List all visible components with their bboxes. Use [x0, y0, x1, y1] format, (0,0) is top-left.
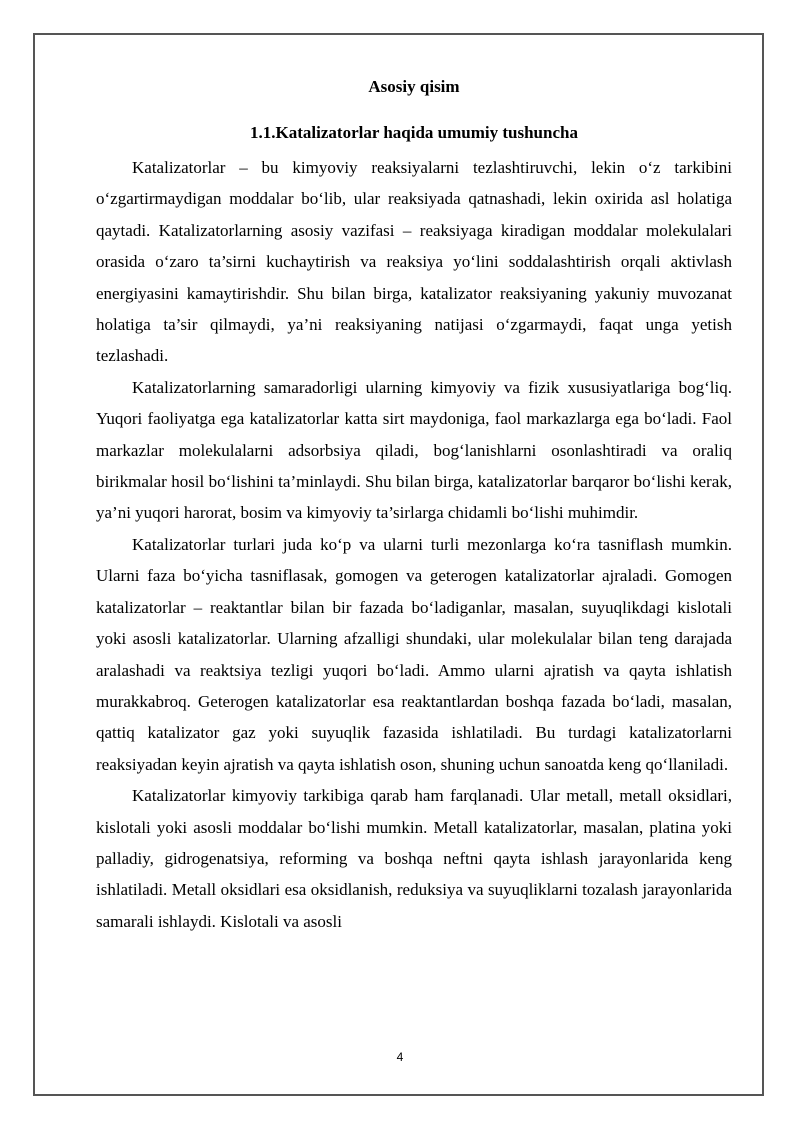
paragraph-4: Katalizatorlar kimyoviy tarkibiga qarab ham farqlanadi. Ular metall, metall oksidlari, kislotali yoki asosli moddalar bo‘lishi mumkin. Metall katalizatorlar, masalan, platina yoki palladiy, gidrogenatsiya, reforming va boshqa neftni qayta ishlash jarayonlarida keng ishlatiladi. Metall oksidlari esa oksidlanish, reduksiya va suyuqliklarni tozalash jarayonlarida samarali ishlaydi. Kislotali va asosli	[96, 786, 732, 931]
page-number: 4	[396, 1050, 404, 1064]
paragraph-2: Katalizatorlarning samaradorligi ularning kimyoviy va fizik xususiyatlariga bog‘liq. Yuqori faoliyatga ega katalizatorlar katta sirt maydoniga, faol markazlarga ega bo‘ladi. Faol markazlar molekulalarni adsorbsiya qiladi, bog‘lanishlarni osonlashtiradi va oraliq birikmalar hosil bo‘lishini ta’minlaydi. Shu bilan birga, katalizatorlar barqaror bo‘lishi kerak, ya’ni yuqori harorat, bosim va kimyoviy ta’sirlarga chidamli bo‘lishi muhimdir.	[96, 377, 732, 523]
section-title: Asosiy qisim	[368, 77, 460, 96]
page-content	[96, 72, 732, 937]
paragraph-1: Katalizatorlar – bu kimyoviy reaksiyalarni tezlashtiruvchi, lekin o‘z tarkibini o‘zgartirmaydigan moddalar bo‘lib, ular reaksiyada qatnashadi, lekin oxirida asl holatiga qaytadi. Katalizatorlarning asosiy vazifasi – reaksiyaga kiradigan moddalar molekulalari orasida o‘zaro ta’sirni kuchaytirish va reaksiya yo‘lini soddalashtirish orqali aktivlash energiyasini kamaytirishdir. Shu bilan birga, katalizator reaksiyaning yakuniy muvozanat holatiga ta’sir qilmaydi, ya’ni reaksiyaning natijasi o‘zgarmaydi, faqat unga yetish tezlashadi.	[96, 158, 732, 366]
subsection-title: 1.1.Katalizatorlar haqida umumiy tushuncha	[250, 123, 578, 142]
paragraph-3: Katalizatorlar turlari juda ko‘p va ularni turli mezonlarga ko‘ra tasniflash mumkin. Ularni faza bo‘yicha tasniflasak, gomogen va geterogen katalizatorlar ajraladi. Gomogen katalizatorlar – reaktantlar bilan bir fazada bo‘ladiganlar, masalan, suyuqlikdagi kislotali yoki asosli katalizatorlar. Ularning afzalligi shundaki, ular molekulalar bilan teng darajada aralashadi va reaktsiya tezligi yuqori bo‘ladi. Ammo ularni ajratish va qayta ishlatish murakkabroq. Geterogen katalizatorlar esa reaktantlardan boshqa fazada bo‘ladi, masalan, qattiq katalizator gaz yoki suyuqlik fazasida ishlatiladi. Bu turdagi katalizatorlarni reaksiyadan keyin ajratish va qayta ishlatish oson, shuning uchun sanoatda keng qo‘llaniladi.	[96, 534, 732, 774]
